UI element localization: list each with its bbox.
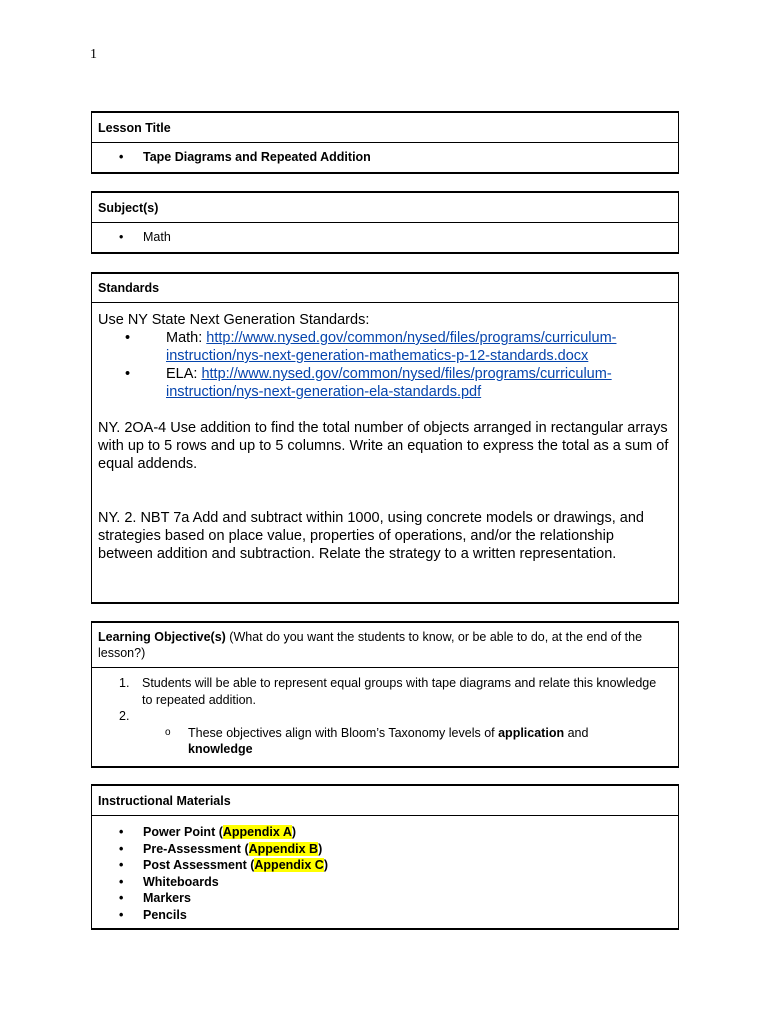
- lesson-title-item: [92, 143, 678, 172]
- material-power-point: • Power Point (Appendix A): [92, 824, 678, 841]
- page-number: 1: [90, 47, 97, 62]
- objectives-title: Learning Objective(s): [98, 630, 226, 644]
- objective-item-1: 1. Students will be able to represent equal groups with tape diagrams and relate this knowledge to repeated addition.: [119, 676, 657, 707]
- objective-1-text: Students will be able to represent equal groups with tape diagrams and relate this knowledge to repeated addition.: [142, 676, 657, 707]
- objectives-body: [92, 668, 678, 766]
- objective-subitem: o These objectives align with Bloom’s Taxonomy levels of application and knowledge: [165, 725, 589, 756]
- lesson-title-header: Lesson Title: [92, 113, 678, 143]
- math-standards-link[interactable]: http://www.nysed.gov/common/nysed/files/programs/curriculum- instruction/nys-next-generation-mathematics-p-12-standards.docx: [166, 330, 617, 364]
- standard-2oa4: NY. 2OA-4 Use addition to find the total number of objects arranged in rectangular arrays with up to 5 rows and up to 5 columns. Write an equation to express the total as a sum of equal addends.: [98, 420, 669, 472]
- standard-2nbt7a: NY. 2. NBT 7a Add and subtract within 1000, using concrete models or drawings, and strategies based on place value, properties of operations, and/or the relationship between addition and subtraction. Relate the strategy to a written representation.: [98, 510, 644, 562]
- objectives-title-note: (What do you want the students to know, or be able to do, at the end of the lesson?): [98, 630, 643, 660]
- materials-table: [91, 784, 679, 930]
- appendix-b-highlight: Appendix B: [248, 841, 319, 856]
- objectives-header: [92, 623, 678, 668]
- ela-label: ELA:: [166, 366, 202, 382]
- appendix-c-highlight: Appendix C: [254, 858, 324, 873]
- subjects-item: [92, 223, 678, 252]
- subjects-header: Subject(s): [92, 193, 678, 223]
- subjects-table: [91, 191, 679, 254]
- material-post-assessment: • Post Assessment (Appendix C): [92, 857, 678, 874]
- ela-standards-link[interactable]: http://www.nysed.gov/common/nysed/files/programs/curriculum- instruction/nys-next-generation-ela-standards.pdf: [166, 366, 612, 400]
- lesson-title-table: [91, 111, 679, 174]
- subjects-text: Math: [143, 230, 171, 244]
- material-markers: • Markers: [92, 890, 678, 907]
- standards-intro: Use NY State Next Generation Standards:: [98, 312, 370, 328]
- standards-ela-item: [98, 365, 672, 401]
- standards-header: Standards: [92, 274, 678, 303]
- objective-item-2: 2.: [119, 709, 130, 723]
- objectives-table: [91, 621, 679, 768]
- material-pencils: • Pencils: [92, 907, 678, 924]
- appendix-a-highlight: Appendix A: [222, 825, 292, 839]
- standards-body: [92, 303, 678, 602]
- lesson-title-text: Tape Diagrams and Repeated Addition: [143, 150, 371, 164]
- standards-table: [91, 272, 679, 604]
- math-label: Math:: [166, 330, 207, 346]
- materials-body: [92, 816, 678, 928]
- material-whiteboards: • Whiteboards: [92, 874, 678, 891]
- materials-header: Instructional Materials: [92, 786, 678, 816]
- material-pre-assessment: • Pre-Assessment (Appendix B): [92, 841, 678, 858]
- standards-math-item: [98, 329, 672, 365]
